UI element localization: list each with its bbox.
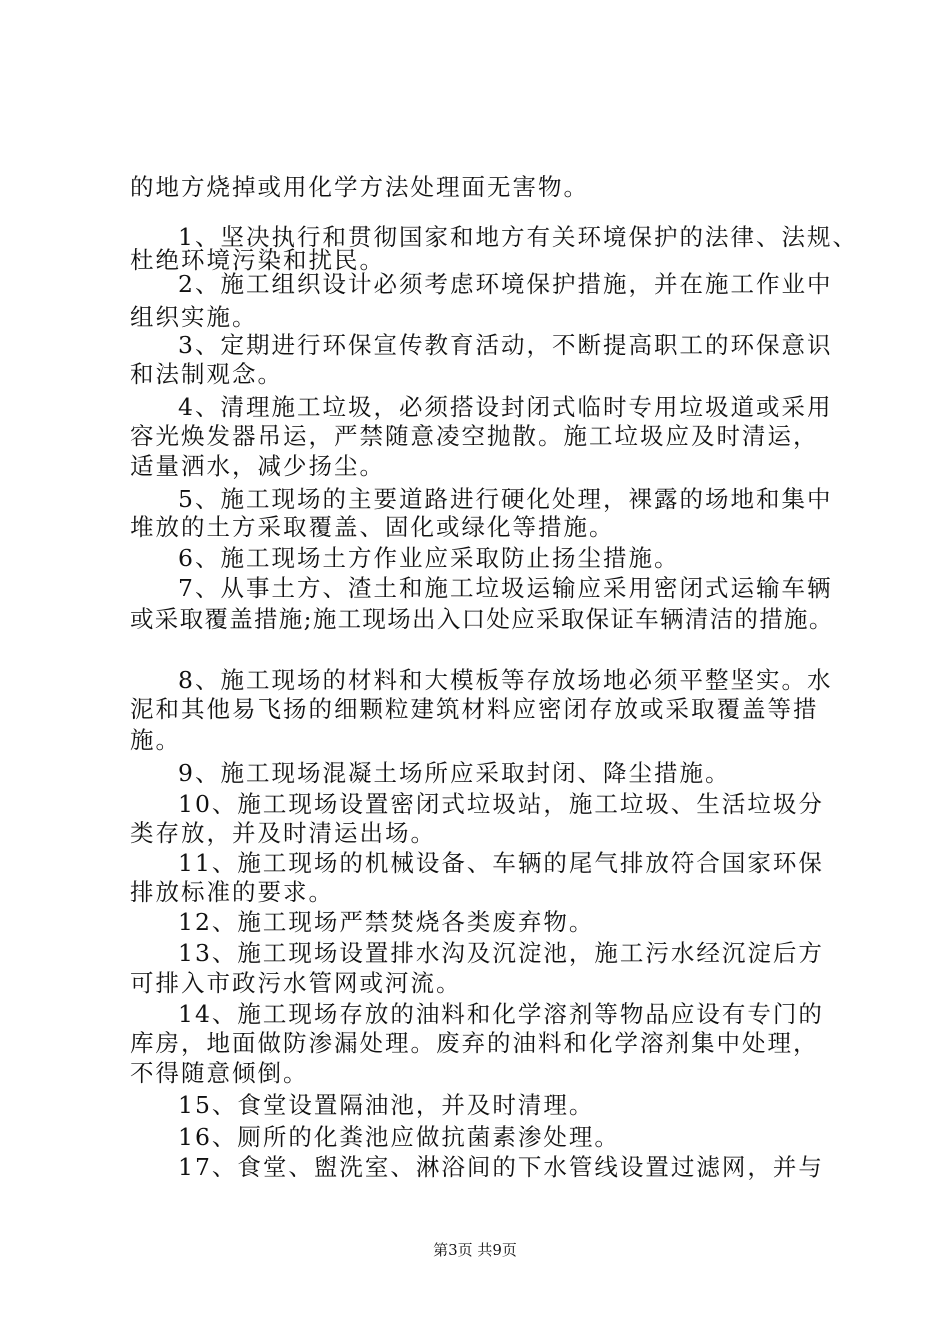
text-line: 杜绝环境污染和扰民。	[130, 246, 385, 274]
text-line: 13、施工现场设置排水沟及沉淀池，施工污水经沉淀后方	[178, 939, 824, 967]
text-line: 施。	[130, 726, 181, 754]
text-line: 9、施工现场混凝土场所应采取封闭、降尘措施。	[178, 759, 731, 787]
text-line: 6、施工现场土方作业应采取防止扬尘措施。	[178, 544, 680, 572]
text-line: 泥和其他易飞扬的细颗粒建筑材料应密闭存放或采取覆盖等措	[130, 695, 819, 723]
text-line: 14、施工现场存放的油料和化学溶剂等物品应设有专门的	[178, 1000, 824, 1028]
text-line: 和法制观念。	[130, 360, 283, 388]
text-line: 适量洒水，减少扬尘。	[130, 452, 385, 480]
text-line: 排放标准的要求。	[130, 878, 334, 906]
text-line: 15、食堂设置隔油池，并及时清理。	[178, 1091, 595, 1119]
text-line: 或采取覆盖措施;施工现场出入口处应采取保证车辆清洁的措施。	[130, 605, 834, 633]
text-line: 1、坚决执行和贯彻国家和地方有关环境保护的法律、法规、	[178, 223, 858, 251]
text-line: 4、清理施工垃圾，必须搭设封闭式临时专用垃圾道或采用	[178, 393, 833, 421]
page-number-footer: 第3页 共9页	[433, 1241, 517, 1259]
text-line: 3、定期进行环保宣传教育活动，不断提高职工的环保意识	[178, 331, 833, 359]
text-line: 堆放的土方采取覆盖、固化或绿化等措施。	[130, 513, 615, 541]
text-line: 17、食堂、盥洗室、淋浴间的下水管线设置过滤网，并与	[178, 1153, 824, 1181]
text-line: 库房，地面做防渗漏处理。废弃的油料和化学溶剂集中处理，	[130, 1029, 819, 1057]
text-line: 10、施工现场设置密闭式垃圾站，施工垃圾、生活垃圾分	[178, 790, 824, 818]
text-line: 不得随意倾倒。	[130, 1059, 309, 1087]
text-line: 11、施工现场的机械设备、车辆的尾气排放符合国家环保	[178, 849, 824, 877]
text-line: 类存放，并及时清运出场。	[130, 819, 436, 847]
text-line: 可排入市政污水管网或河流。	[130, 969, 462, 997]
text-line: 7、从事土方、渣土和施工垃圾运输应采用密闭式运输车辆	[178, 574, 833, 602]
text-line: 8、施工现场的材料和大模板等存放场地必须平整坚实。水	[178, 666, 833, 694]
text-line: 2、施工组织设计必须考虑环境保护措施，并在施工作业中	[178, 270, 833, 298]
text-line: 组织实施。	[130, 303, 258, 331]
text-line: 容光焕发器吊运，严禁随意凌空抛散。施工垃圾应及时清运，	[130, 422, 819, 450]
text-line: 16、厕所的化粪池应做抗菌素渗处理。	[178, 1123, 620, 1151]
text-line: 的地方烧掉或用化学方法处理面无害物。	[130, 173, 589, 201]
text-line: 12、施工现场严禁焚烧各类废弃物。	[178, 908, 595, 936]
text-line: 5、施工现场的主要道路进行硬化处理，裸露的场地和集中	[178, 485, 833, 513]
